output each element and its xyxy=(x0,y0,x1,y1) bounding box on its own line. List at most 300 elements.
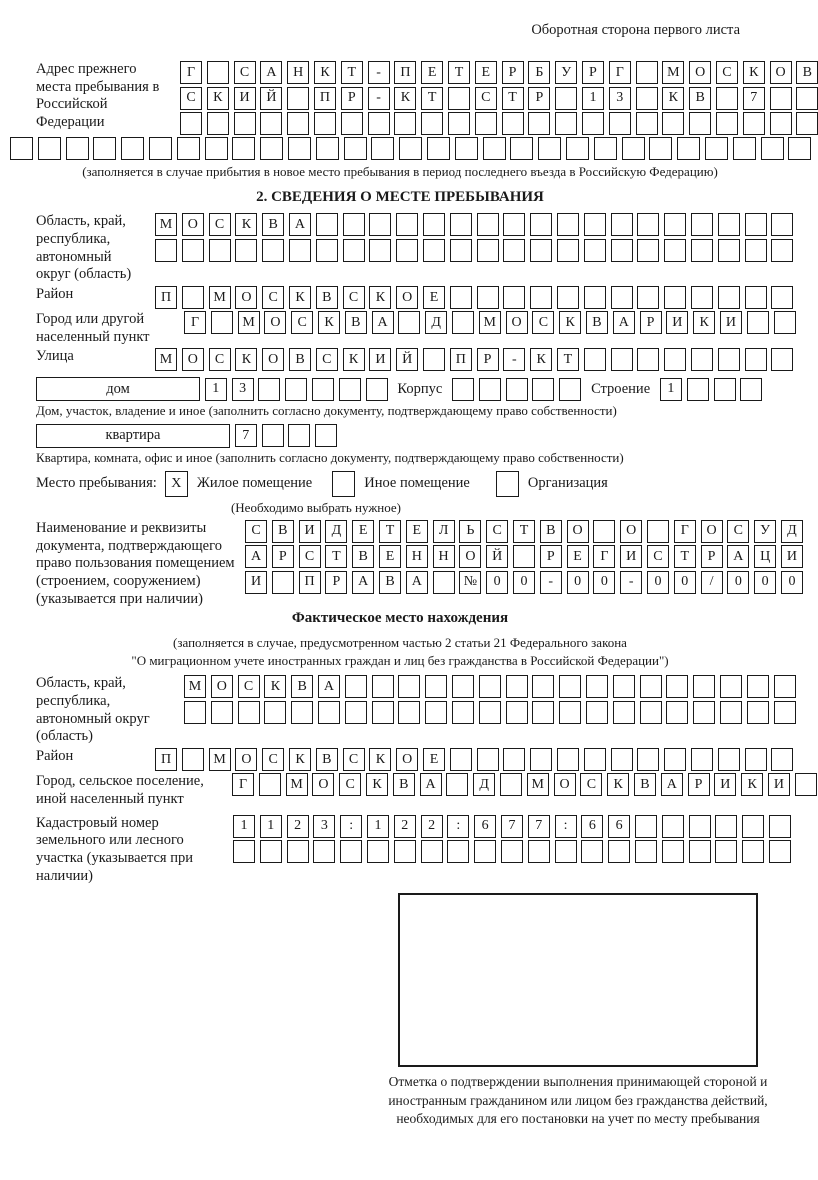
option-organizatsiya-label: Организация xyxy=(527,475,608,492)
char-box xyxy=(427,137,450,160)
kadastr-label: Кадастровый номер земельного или лесного участка (указывается при наличии) xyxy=(36,814,193,884)
char-box: П xyxy=(155,748,177,771)
char-box: С xyxy=(209,348,231,371)
char-box: 1 xyxy=(582,87,604,110)
char-box xyxy=(611,213,633,236)
char-box xyxy=(559,675,581,698)
char-box xyxy=(718,213,740,236)
char-grid-row xyxy=(245,571,803,594)
char-box: А xyxy=(260,61,282,84)
char-box: 3 xyxy=(232,378,254,401)
char-box xyxy=(258,378,280,401)
char-box xyxy=(687,378,709,401)
char-box xyxy=(742,840,764,863)
char-box: О xyxy=(235,286,257,309)
char-box: О xyxy=(182,213,204,236)
char-box: А xyxy=(406,571,428,594)
char-box: В xyxy=(272,520,294,543)
char-box xyxy=(733,137,756,160)
char-box xyxy=(788,137,811,160)
char-box xyxy=(557,213,579,236)
char-box: Т xyxy=(325,545,347,568)
char-box xyxy=(288,424,310,447)
char-box xyxy=(662,815,684,838)
char-box xyxy=(677,137,700,160)
char-box xyxy=(771,286,793,309)
char-box xyxy=(745,286,767,309)
char-box: Т xyxy=(502,87,524,110)
char-box: Р xyxy=(477,348,499,371)
factual-caption-1: (заполняется в случае, предусмотренном частью 2 статьи 21 Федерального закона xyxy=(173,635,627,651)
char-box xyxy=(339,378,361,401)
char-box xyxy=(774,311,796,334)
char-box xyxy=(285,378,307,401)
char-box xyxy=(341,112,363,135)
char-box: А xyxy=(420,773,442,796)
char-box xyxy=(238,701,260,724)
char-box xyxy=(745,239,767,262)
char-box xyxy=(666,675,688,698)
char-box xyxy=(503,748,525,771)
char-box xyxy=(207,61,229,84)
char-box: М xyxy=(184,675,206,698)
char-box xyxy=(66,137,89,160)
char-box xyxy=(287,87,309,110)
char-box xyxy=(745,748,767,771)
char-box: С xyxy=(475,87,497,110)
char-box xyxy=(502,112,524,135)
char-box: М xyxy=(479,311,501,334)
char-box: О xyxy=(235,748,257,771)
char-box: Б xyxy=(528,61,550,84)
char-box: С xyxy=(716,61,738,84)
char-box: Т xyxy=(379,520,401,543)
char-box: С xyxy=(343,748,365,771)
char-box: В xyxy=(316,748,338,771)
char-box xyxy=(664,286,686,309)
char-box xyxy=(155,239,177,262)
char-box: Т xyxy=(448,61,470,84)
char-box xyxy=(506,675,528,698)
char-box xyxy=(582,112,604,135)
char-box: Н xyxy=(406,545,428,568)
char-box xyxy=(666,701,688,724)
char-box xyxy=(637,748,659,771)
char-box xyxy=(689,815,711,838)
prev-address-caption: (заполняется в случае прибытия в новое место пребывания в период последнего въезда в Российскую Федерацию) xyxy=(82,164,718,179)
char-box xyxy=(149,137,172,160)
char-box xyxy=(584,748,606,771)
char-box xyxy=(433,571,455,594)
char-box: С xyxy=(580,773,602,796)
char-box xyxy=(609,112,631,135)
char-grid-row xyxy=(180,61,818,84)
section2-title: 2. СВЕДЕНИЯ О МЕСТЕ ПРЕБЫВАНИЯ xyxy=(256,189,544,206)
char-box xyxy=(477,239,499,262)
char-box xyxy=(479,701,501,724)
char-box xyxy=(636,61,658,84)
char-box: С xyxy=(727,520,749,543)
char-box xyxy=(664,348,686,371)
oblast-grids xyxy=(155,213,793,262)
char-grid-row xyxy=(245,545,803,568)
char-box xyxy=(691,348,713,371)
char-box: С xyxy=(180,87,202,110)
char-box: 1 xyxy=(233,815,255,838)
char-grid-row xyxy=(232,773,817,796)
char-box: - xyxy=(368,87,390,110)
document-grids xyxy=(245,520,803,594)
korpus-cells xyxy=(452,378,581,401)
fact-oblast-label: Область, край, республика, автономный округ (область) xyxy=(36,675,150,745)
char-box: С xyxy=(486,520,508,543)
char-box xyxy=(774,701,796,724)
char-box: - xyxy=(620,571,642,594)
char-box: : xyxy=(340,815,362,838)
char-box xyxy=(637,239,659,262)
char-box xyxy=(528,112,550,135)
char-box: Е xyxy=(567,545,589,568)
char-box xyxy=(314,112,336,135)
char-box xyxy=(530,748,552,771)
char-box: А xyxy=(661,773,683,796)
char-box xyxy=(396,239,418,262)
prev-address-row xyxy=(36,61,812,135)
document-row xyxy=(36,519,797,608)
char-box: Р xyxy=(341,87,363,110)
char-box xyxy=(662,112,684,135)
char-box xyxy=(184,701,206,724)
char-box xyxy=(664,748,686,771)
char-box: 0 xyxy=(781,571,803,594)
char-box xyxy=(180,112,202,135)
char-box xyxy=(399,137,422,160)
char-box xyxy=(691,213,713,236)
char-box: : xyxy=(447,815,469,838)
char-box: К xyxy=(394,87,416,110)
char-box: Е xyxy=(475,61,497,84)
char-box xyxy=(637,213,659,236)
char-box: О xyxy=(567,520,589,543)
char-box xyxy=(613,701,635,724)
char-box xyxy=(693,701,715,724)
option-zhiloe-label: Жилое помещение xyxy=(196,475,313,492)
char-box xyxy=(745,348,767,371)
char-box xyxy=(557,239,579,262)
char-box: Е xyxy=(406,520,428,543)
char-box xyxy=(398,311,420,334)
char-box: В xyxy=(634,773,656,796)
char-box: № xyxy=(459,571,481,594)
char-box: И xyxy=(720,311,742,334)
char-box xyxy=(640,675,662,698)
char-box: О xyxy=(459,545,481,568)
char-box: Г xyxy=(184,311,206,334)
fact-gorod-row xyxy=(36,773,784,808)
char-box xyxy=(450,239,472,262)
char-box xyxy=(394,112,416,135)
char-box: С xyxy=(262,748,284,771)
char-box xyxy=(584,348,606,371)
char-box: Е xyxy=(379,545,401,568)
char-box: 6 xyxy=(608,815,630,838)
char-box: Р xyxy=(325,571,347,594)
factual-caption-2: "О миграционном учете иностранных граждан и лиц без гражданства в Российской Федерации") xyxy=(131,652,669,668)
char-box xyxy=(664,239,686,262)
char-box xyxy=(770,112,792,135)
char-box xyxy=(555,840,577,863)
char-box xyxy=(38,137,61,160)
char-box: С xyxy=(245,520,267,543)
char-box: 1 xyxy=(260,815,282,838)
char-box: П xyxy=(394,61,416,84)
char-box: 1 xyxy=(367,815,389,838)
char-box xyxy=(316,213,338,236)
kadastr-grids xyxy=(233,815,791,864)
char-box: С xyxy=(316,348,338,371)
char-box xyxy=(635,815,657,838)
char-box xyxy=(555,87,577,110)
mesto-label: Место пребывания: xyxy=(36,475,157,492)
char-box xyxy=(368,112,390,135)
char-box: О xyxy=(770,61,792,84)
char-box xyxy=(611,286,633,309)
char-box xyxy=(477,286,499,309)
char-box xyxy=(367,840,389,863)
char-box xyxy=(272,571,294,594)
char-box: К xyxy=(559,311,581,334)
checkbox-zhiloe: X xyxy=(165,471,188,497)
char-box xyxy=(343,213,365,236)
char-box xyxy=(287,112,309,135)
char-box xyxy=(372,675,394,698)
mesto-note: (Необходимо выбрать нужное) xyxy=(230,499,402,515)
char-box xyxy=(664,213,686,236)
char-box xyxy=(532,378,554,401)
char-box xyxy=(211,311,233,334)
char-box xyxy=(371,137,394,160)
char-box xyxy=(538,137,561,160)
char-box: О xyxy=(620,520,642,543)
char-box xyxy=(691,286,713,309)
char-box xyxy=(475,112,497,135)
fact-rayon-row xyxy=(36,748,764,771)
char-box xyxy=(423,239,445,262)
char-box xyxy=(771,748,793,771)
checkbox-inoe xyxy=(332,471,355,497)
korpus-label: Корпус xyxy=(397,380,443,397)
char-box: Н xyxy=(433,545,455,568)
char-box: К xyxy=(207,87,229,110)
char-box: К xyxy=(235,213,257,236)
char-box: 2 xyxy=(421,815,443,838)
kvartira-cells xyxy=(235,424,337,447)
char-box: Е xyxy=(421,61,443,84)
char-box xyxy=(513,545,535,568)
char-box xyxy=(177,137,200,160)
char-box: Л xyxy=(433,520,455,543)
char-box xyxy=(313,840,335,863)
char-box xyxy=(205,137,228,160)
char-box xyxy=(530,213,552,236)
oblast-row xyxy=(36,213,764,284)
char-box: С xyxy=(299,545,321,568)
char-box: С xyxy=(532,311,554,334)
char-box xyxy=(423,348,445,371)
char-box xyxy=(689,840,711,863)
gorod-row xyxy=(36,311,764,346)
char-box: С xyxy=(209,213,231,236)
char-box xyxy=(448,112,470,135)
char-box: Р xyxy=(540,545,562,568)
char-box xyxy=(452,311,474,334)
char-box: К xyxy=(366,773,388,796)
char-grid-row xyxy=(180,87,818,110)
char-box xyxy=(691,748,713,771)
char-box: - xyxy=(368,61,390,84)
char-box xyxy=(450,748,472,771)
char-box xyxy=(584,239,606,262)
char-box: 3 xyxy=(313,815,335,838)
char-box: И xyxy=(234,87,256,110)
char-box xyxy=(264,701,286,724)
char-box: Е xyxy=(352,520,374,543)
char-box xyxy=(452,378,474,401)
char-box xyxy=(649,137,672,160)
char-box: П xyxy=(450,348,472,371)
dom-box: дом xyxy=(36,377,200,401)
char-box xyxy=(318,701,340,724)
char-box: 0 xyxy=(567,571,589,594)
char-box xyxy=(636,87,658,110)
char-box: Т xyxy=(341,61,363,84)
char-box xyxy=(398,701,420,724)
char-box: С xyxy=(238,675,260,698)
char-box xyxy=(557,286,579,309)
char-box: М xyxy=(209,286,231,309)
char-box: 2 xyxy=(394,815,416,838)
char-box: В xyxy=(291,675,313,698)
char-box xyxy=(10,137,33,160)
char-box: 0 xyxy=(486,571,508,594)
char-box xyxy=(503,286,525,309)
char-box: Т xyxy=(674,545,696,568)
char-box: С xyxy=(262,286,284,309)
char-box xyxy=(260,137,283,160)
char-box xyxy=(747,675,769,698)
char-box: Д xyxy=(781,520,803,543)
char-box xyxy=(398,675,420,698)
char-box xyxy=(232,137,255,160)
char-box xyxy=(689,112,711,135)
char-box xyxy=(742,815,764,838)
char-box xyxy=(559,701,581,724)
char-box: Д xyxy=(325,520,347,543)
char-box: С xyxy=(343,286,365,309)
char-box: Г xyxy=(232,773,254,796)
char-box xyxy=(503,239,525,262)
char-box xyxy=(745,213,767,236)
char-box xyxy=(747,701,769,724)
char-box xyxy=(425,675,447,698)
char-box: К xyxy=(235,348,257,371)
char-box xyxy=(613,675,635,698)
char-box xyxy=(235,239,257,262)
char-box xyxy=(740,378,762,401)
char-box xyxy=(446,773,468,796)
char-box xyxy=(345,675,367,698)
char-box: О xyxy=(396,748,418,771)
ulitsa-label: Улица xyxy=(36,348,74,365)
char-box: В xyxy=(352,545,374,568)
char-box xyxy=(259,773,281,796)
char-box: 0 xyxy=(513,571,535,594)
char-box: С xyxy=(339,773,361,796)
char-box xyxy=(584,286,606,309)
char-box: 0 xyxy=(647,571,669,594)
char-box xyxy=(720,701,742,724)
char-box: И xyxy=(768,773,790,796)
char-box: Р xyxy=(701,545,723,568)
char-box: Ц xyxy=(754,545,776,568)
option-inoe-label: Иное помещение xyxy=(364,475,470,492)
kadastr-row xyxy=(36,815,764,886)
char-box xyxy=(718,748,740,771)
char-grid-row xyxy=(245,520,803,543)
char-box: П xyxy=(314,87,336,110)
char-box xyxy=(532,675,554,698)
char-box: 7 xyxy=(528,815,550,838)
char-box: / xyxy=(701,571,723,594)
char-box xyxy=(761,137,784,160)
char-box xyxy=(372,701,394,724)
char-box xyxy=(234,112,256,135)
char-grid-row xyxy=(184,701,796,724)
stamp-caption: Отметка о подтверждении выполнения принимающей стороной и иностранным гражданином или лицом без гражданства действий, необходимых для его постановки на учет по месту пребывания xyxy=(388,1074,768,1126)
char-box: Г xyxy=(609,61,631,84)
char-box xyxy=(315,424,337,447)
char-box xyxy=(448,87,470,110)
char-box xyxy=(586,701,608,724)
char-box: 7 xyxy=(235,424,257,447)
char-box xyxy=(366,378,388,401)
char-box: О xyxy=(312,773,334,796)
char-box: О xyxy=(396,286,418,309)
char-box: Т xyxy=(421,87,443,110)
char-box xyxy=(209,239,231,262)
char-box xyxy=(586,675,608,698)
char-box: А xyxy=(289,213,311,236)
char-box xyxy=(369,239,391,262)
char-box: Й xyxy=(396,348,418,371)
char-box: И xyxy=(620,545,642,568)
char-box: В xyxy=(379,571,401,594)
char-box xyxy=(479,378,501,401)
char-box: А xyxy=(613,311,635,334)
char-box: Г xyxy=(180,61,202,84)
char-box: М xyxy=(238,311,260,334)
char-box xyxy=(452,675,474,698)
char-box: У xyxy=(754,520,776,543)
char-box xyxy=(477,748,499,771)
char-box: И xyxy=(245,571,267,594)
char-box xyxy=(796,87,818,110)
char-box: А xyxy=(318,675,340,698)
fact-oblast-row xyxy=(36,675,764,746)
char-box: И xyxy=(714,773,736,796)
char-box xyxy=(691,239,713,262)
char-box xyxy=(396,213,418,236)
